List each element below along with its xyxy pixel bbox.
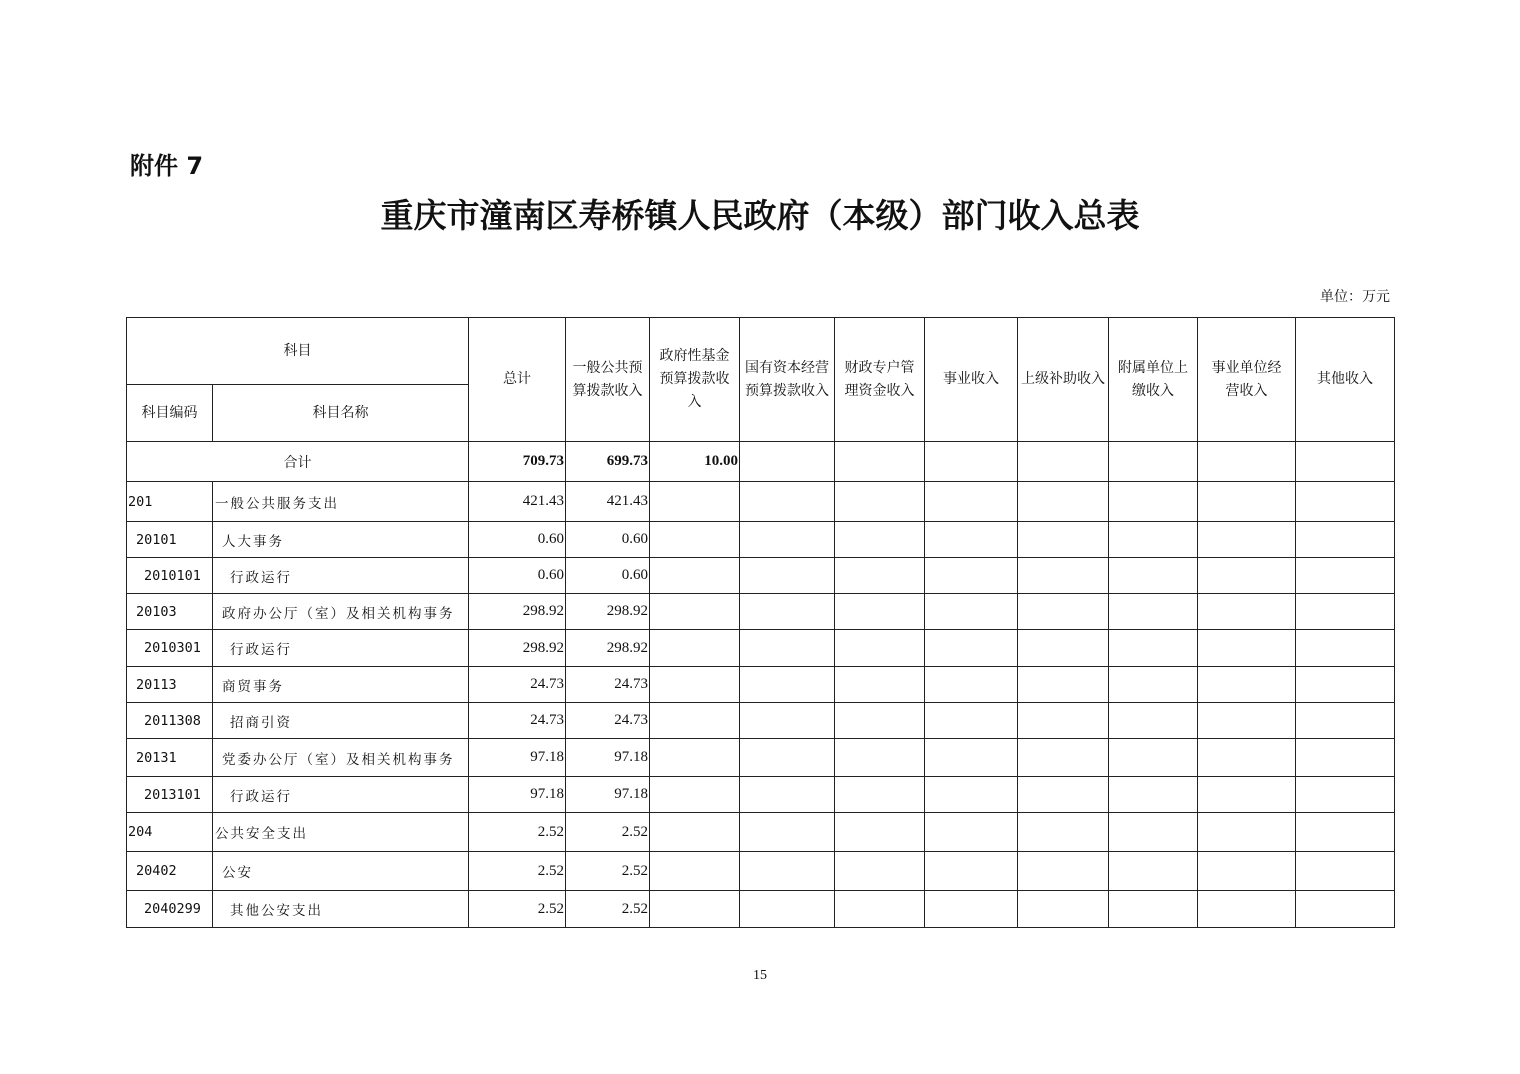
amount-cell: 0.60: [469, 522, 566, 558]
table-row: [127, 482, 1395, 522]
page-number: 15: [753, 968, 767, 983]
amount-cell: [1198, 522, 1296, 558]
amount-cell: [1018, 852, 1109, 891]
amount-cell: [1296, 667, 1395, 703]
total-cell: [1109, 442, 1198, 482]
header-column: 事业单位经营收入: [1198, 318, 1296, 442]
amount-cell: [1296, 852, 1395, 891]
amount-cell: [1109, 703, 1198, 739]
amount-cell: 24.73: [469, 667, 566, 703]
amount-cell: [1296, 630, 1395, 667]
subject-code-cell: 20101: [127, 522, 213, 558]
amount-cell: 298.92: [469, 594, 566, 630]
amount-cell: [925, 558, 1018, 594]
subject-code-cell: 20131: [127, 739, 213, 777]
amount-cell: [1018, 558, 1109, 594]
subject-name-cell: 公共安全支出: [213, 813, 469, 852]
amount-cell: 2.52: [469, 891, 566, 928]
amount-cell: [1109, 630, 1198, 667]
amount-cell: [1296, 739, 1395, 777]
amount-cell: [835, 739, 925, 777]
total-cell: 709.73: [469, 442, 566, 482]
amount-cell: 2.52: [566, 852, 650, 891]
amount-cell: 2.52: [566, 813, 650, 852]
amount-cell: 24.73: [469, 703, 566, 739]
amount-cell: [925, 667, 1018, 703]
amount-cell: [925, 630, 1018, 667]
table-row: [127, 667, 1395, 703]
amount-cell: [1198, 630, 1296, 667]
subject-name-cell: 行政运行: [213, 630, 469, 667]
total-cell: [1296, 442, 1395, 482]
subject-code-cell: 2010101: [127, 558, 213, 594]
amount-cell: 24.73: [566, 667, 650, 703]
amount-cell: [835, 522, 925, 558]
total-cell: [925, 442, 1018, 482]
total-cell: [1198, 442, 1296, 482]
amount-cell: 2.52: [469, 852, 566, 891]
amount-cell: [1198, 777, 1296, 813]
amount-cell: 97.18: [566, 739, 650, 777]
amount-cell: [650, 558, 740, 594]
amount-cell: [925, 522, 1018, 558]
amount-cell: [1198, 594, 1296, 630]
subject-name-cell: 行政运行: [213, 777, 469, 813]
amount-cell: [835, 852, 925, 891]
total-cell: 699.73: [566, 442, 650, 482]
table-row: [127, 703, 1395, 739]
total-cell: [835, 442, 925, 482]
amount-cell: [1198, 813, 1296, 852]
amount-cell: [835, 558, 925, 594]
total-row: [127, 442, 1395, 482]
amount-cell: [740, 852, 835, 891]
amount-cell: [650, 891, 740, 928]
amount-cell: [1296, 594, 1395, 630]
amount-cell: 0.60: [566, 522, 650, 558]
amount-cell: [740, 891, 835, 928]
table-row: [127, 594, 1395, 630]
amount-cell: [1109, 522, 1198, 558]
amount-cell: 0.60: [566, 558, 650, 594]
amount-cell: [1018, 667, 1109, 703]
amount-cell: [1018, 891, 1109, 928]
amount-cell: [650, 852, 740, 891]
amount-cell: [1109, 813, 1198, 852]
amount-cell: 24.73: [566, 703, 650, 739]
amount-cell: 2.52: [566, 891, 650, 928]
amount-cell: [740, 558, 835, 594]
amount-cell: [1109, 482, 1198, 522]
amount-cell: [1296, 813, 1395, 852]
amount-cell: 97.18: [566, 777, 650, 813]
amount-cell: [925, 703, 1018, 739]
income-summary-table: [126, 317, 1395, 928]
header-column: 财政专户管理资金收入: [835, 318, 925, 442]
amount-cell: [1198, 891, 1296, 928]
amount-cell: [835, 594, 925, 630]
amount-cell: [650, 813, 740, 852]
amount-cell: [925, 813, 1018, 852]
amount-cell: 97.18: [469, 777, 566, 813]
amount-cell: [740, 703, 835, 739]
amount-cell: [1018, 739, 1109, 777]
amount-cell: [835, 482, 925, 522]
amount-cell: [925, 777, 1018, 813]
subject-name-cell: 行政运行: [213, 558, 469, 594]
header-column: 附属单位上缴收入: [1109, 318, 1198, 442]
amount-cell: 421.43: [469, 482, 566, 522]
amount-cell: [1109, 739, 1198, 777]
unit-label: 单位：万元: [1320, 289, 1390, 305]
amount-cell: [740, 522, 835, 558]
amount-cell: 97.18: [469, 739, 566, 777]
amount-cell: [1018, 777, 1109, 813]
amount-cell: [925, 891, 1018, 928]
amount-cell: [1198, 852, 1296, 891]
amount-cell: [1018, 813, 1109, 852]
amount-cell: [1109, 891, 1198, 928]
amount-cell: [1018, 594, 1109, 630]
table-header: [127, 318, 1395, 442]
amount-cell: [740, 594, 835, 630]
header-column: 事业收入: [925, 318, 1018, 442]
amount-cell: [1198, 558, 1296, 594]
subject-code-cell: 20402: [127, 852, 213, 891]
header-column: 政府性基金预算拨款收入: [650, 318, 740, 442]
attachment-label: 附件 7: [130, 152, 204, 180]
table-row: [127, 739, 1395, 777]
amount-cell: [650, 703, 740, 739]
amount-cell: [1296, 522, 1395, 558]
subject-name-cell: 一般公共服务支出: [213, 482, 469, 522]
amount-cell: [1109, 852, 1198, 891]
amount-cell: [650, 739, 740, 777]
amount-cell: [835, 630, 925, 667]
header-subject-code: 科目编码: [127, 385, 213, 442]
subject-code-cell: 20103: [127, 594, 213, 630]
subject-name-cell: 商贸事务: [213, 667, 469, 703]
amount-cell: [925, 739, 1018, 777]
subject-code-cell: 201: [127, 482, 213, 522]
table-row: [127, 813, 1395, 852]
amount-cell: [740, 739, 835, 777]
total-cell: 10.00: [650, 442, 740, 482]
amount-cell: [1296, 777, 1395, 813]
amount-cell: [1296, 558, 1395, 594]
header-subject: 科目: [127, 318, 469, 385]
table-row: [127, 522, 1395, 558]
subject-name-cell: 人大事务: [213, 522, 469, 558]
header-column: 一般公共预算拨款收入: [566, 318, 650, 442]
amount-cell: [1109, 667, 1198, 703]
amount-cell: [1296, 891, 1395, 928]
amount-cell: [835, 777, 925, 813]
amount-cell: [740, 482, 835, 522]
table-row: [127, 891, 1395, 928]
amount-cell: [835, 891, 925, 928]
amount-cell: [740, 667, 835, 703]
amount-cell: [1296, 703, 1395, 739]
amount-cell: [835, 667, 925, 703]
amount-cell: [1198, 703, 1296, 739]
amount-cell: [1198, 667, 1296, 703]
subject-name-cell: 政府办公厅（室）及相关机构事务: [213, 594, 469, 630]
header-column: 上级补助收入: [1018, 318, 1109, 442]
amount-cell: [650, 594, 740, 630]
amount-cell: [650, 777, 740, 813]
amount-cell: [1018, 522, 1109, 558]
amount-cell: [1018, 703, 1109, 739]
subject-code-cell: 204: [127, 813, 213, 852]
amount-cell: [1296, 482, 1395, 522]
amount-cell: 298.92: [566, 630, 650, 667]
amount-cell: 298.92: [469, 630, 566, 667]
amount-cell: [925, 852, 1018, 891]
amount-cell: [1109, 777, 1198, 813]
table-row: [127, 852, 1395, 891]
amount-cell: 298.92: [566, 594, 650, 630]
total-cell: [740, 442, 835, 482]
amount-cell: [1109, 558, 1198, 594]
amount-cell: [740, 777, 835, 813]
page-title: 重庆市潼南区寿桥镇人民政府（本级）部门收入总表: [380, 196, 1140, 235]
subject-code-cell: 2013101: [127, 777, 213, 813]
amount-cell: [925, 482, 1018, 522]
amount-cell: 421.43: [566, 482, 650, 522]
total-cell: [1018, 442, 1109, 482]
amount-cell: [650, 667, 740, 703]
subject-code-cell: 2011308: [127, 703, 213, 739]
amount-cell: [650, 630, 740, 667]
amount-cell: [740, 630, 835, 667]
amount-cell: [1198, 482, 1296, 522]
table-row: [127, 777, 1395, 813]
amount-cell: [1018, 482, 1109, 522]
subject-code-cell: 2040299: [127, 891, 213, 928]
header-subject-name: 科目名称: [213, 385, 469, 442]
amount-cell: [1109, 594, 1198, 630]
amount-cell: [925, 594, 1018, 630]
subject-name-cell: 党委办公厅（室）及相关机构事务: [213, 739, 469, 777]
total-label: 合计: [127, 442, 469, 482]
table-body: [127, 442, 1395, 928]
amount-cell: 0.60: [469, 558, 566, 594]
subject-name-cell: 招商引资: [213, 703, 469, 739]
amount-cell: [1018, 630, 1109, 667]
table-row: [127, 558, 1395, 594]
amount-cell: [1198, 739, 1296, 777]
amount-cell: [650, 482, 740, 522]
subject-name-cell: 公安: [213, 852, 469, 891]
subject-name-cell: 其他公安支出: [213, 891, 469, 928]
header-column: 其他收入: [1296, 318, 1395, 442]
amount-cell: [835, 813, 925, 852]
amount-cell: [740, 813, 835, 852]
header-column: 国有资本经营预算拨款收入: [740, 318, 835, 442]
amount-cell: [650, 522, 740, 558]
header-column: 总计: [469, 318, 566, 442]
amount-cell: 2.52: [469, 813, 566, 852]
amount-cell: [835, 703, 925, 739]
subject-code-cell: 2010301: [127, 630, 213, 667]
subject-code-cell: 20113: [127, 667, 213, 703]
table-row: [127, 630, 1395, 667]
